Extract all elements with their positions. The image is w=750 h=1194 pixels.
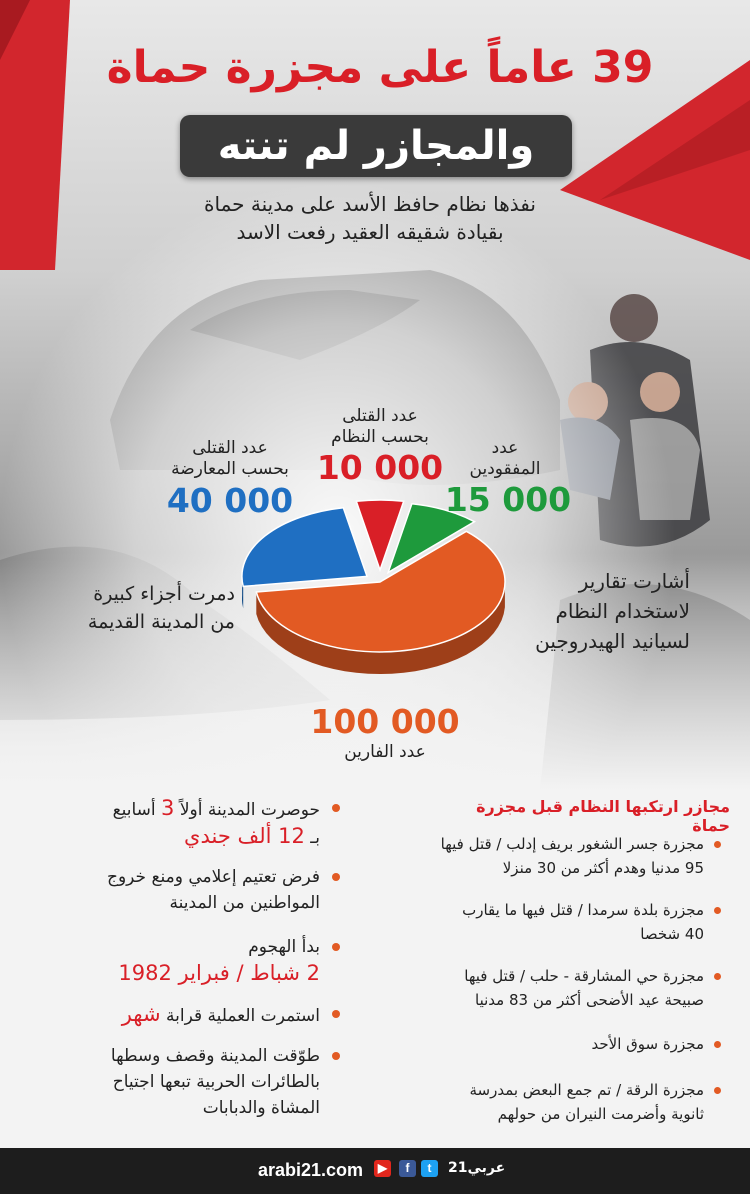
youtube-icon[interactable]: ▶ — [374, 1160, 391, 1177]
note-destroyed-line2: من المدينة القديمة — [87, 611, 235, 633]
massacre-item — [434, 1078, 704, 1126]
massacre-item-line1: مجزرة سوق الأحد — [591, 1035, 704, 1053]
slice-label-missing-line1: عدد — [491, 438, 519, 458]
subtitle-line2: بقيادة شقيقه العقيد رفعت الاسد — [236, 220, 504, 244]
list-item-blackout-line2: المواطنين من المدينة — [169, 893, 320, 913]
massacre-item-line2: 40 شخصا — [640, 925, 704, 943]
massacre-item — [434, 898, 704, 946]
list-item-blackout-line1: فرض تعتيم إعلامي ومنع خروج — [106, 867, 320, 887]
list-item-siege-line2 — [20, 823, 320, 851]
list-item-duration-month: شهر — [121, 1002, 161, 1026]
list-item-duration-text: استمرت العملية قرابة — [166, 1006, 320, 1026]
massacre-item-line2: صبيحة عيد الأضحى أكثر من 83 مدنيا — [475, 991, 704, 1009]
subtitle-line1: نفذها نظام حافظ الأسد على مدينة حماة — [204, 192, 536, 216]
list-item-siege-weeks: 3 — [161, 796, 175, 820]
note-destroyed — [60, 580, 235, 636]
page-title: 39 عاماً على مجزرة حماة — [106, 42, 654, 93]
slice-label-missing-line2: المفقودين — [469, 459, 541, 479]
list-item-bombing-line1: طوّقت المدينة وقصف وسطها — [110, 1046, 320, 1066]
slice-value-fled: 100 000 — [310, 702, 460, 741]
brand-logo: عربي21 — [448, 1160, 506, 1176]
slice-value-missing: 15 000 — [444, 480, 572, 519]
slice-label-fled: عدد الفارين — [344, 742, 426, 762]
list-item-attack-start — [20, 934, 320, 986]
note-cyanide-line2: لاستخدام النظام — [555, 599, 690, 623]
massacre-item-line2: 95 مدنيا وهدم أكثر من 30 منزلا — [502, 859, 704, 877]
page-subtitle — [160, 190, 580, 246]
list-item-bombing — [20, 1043, 320, 1121]
massacre-item — [434, 832, 704, 880]
massacre-item — [434, 964, 704, 1012]
list-item-siege-line1 — [20, 795, 320, 823]
list-item-attack-start-date: 2 شباط / فبراير 1982 — [118, 961, 320, 985]
massacre-item-line1: مجزرة الرقة / تم جمع البعض بمدرسة — [469, 1081, 704, 1099]
massacre-item — [434, 1032, 704, 1056]
slice-label-regime-line1: عدد القتلى — [342, 406, 418, 426]
list-item-duration — [20, 1001, 320, 1029]
slice-label-regime-line2: بحسب النظام — [331, 427, 429, 447]
massacres-list-title: مجازر ارتكبها النظام قبل مجزرة حماة — [476, 797, 730, 835]
slice-value-regime: 10 000 — [316, 448, 444, 487]
list-item-siege — [20, 795, 320, 851]
massacre-item-line1: مجزرة حي المشارقة - حلب / قتل فيها — [464, 967, 704, 985]
list-item-siege-text-b: أسابيع — [112, 800, 156, 820]
massacre-item-line1: مجزرة جسر الشغور بريف إدلب / قتل فيها — [440, 835, 704, 853]
slice-label-regime — [315, 406, 445, 448]
facebook-icon[interactable]: f — [399, 1160, 416, 1177]
site-url-link[interactable]: arabi21.com — [258, 1160, 364, 1180]
note-cyanide-line3: لسيانيد الهيدروجين — [535, 629, 690, 653]
note-destroyed-line1: دمرت أجزاء كبيرة — [93, 583, 235, 605]
slice-label-opposition-line2: بحسب المعارضة — [171, 459, 289, 479]
slice-value-opposition: 40 000 — [166, 481, 294, 520]
list-item-siege-text-a: حوصرت المدينة أولاً — [179, 800, 320, 820]
list-item-duration-line — [20, 1001, 320, 1029]
slice-label-missing — [440, 438, 570, 480]
list-item-siege-prefix: بـ — [310, 828, 320, 848]
page-title-line2: والمجازر لم تنته — [217, 123, 535, 169]
list-item-bombing-line2: بالطائرات الحربية تبعها اجتياح — [112, 1072, 320, 1092]
list-item-blackout — [20, 864, 320, 916]
slice-label-opposition-line1: عدد القتلى — [192, 438, 268, 458]
slice-label-opposition — [150, 438, 310, 480]
twitter-icon[interactable]: t — [421, 1160, 438, 1177]
massacre-item-line2: ثانوية وأضرمت النيران من حولهم — [497, 1105, 704, 1123]
list-item-siege-soldiers: 12 ألف جندي — [184, 824, 305, 848]
list-item-bombing-line3: المشاة والدبابات — [202, 1098, 320, 1118]
list-item-attack-start-line1: بدأ الهجوم — [248, 937, 320, 957]
note-cyanide — [490, 566, 690, 656]
note-cyanide-line1: أشارت تقارير — [578, 569, 690, 593]
massacre-item-line1: مجزرة بلدة سرمدا / قتل فيها ما يقارب — [462, 901, 704, 919]
